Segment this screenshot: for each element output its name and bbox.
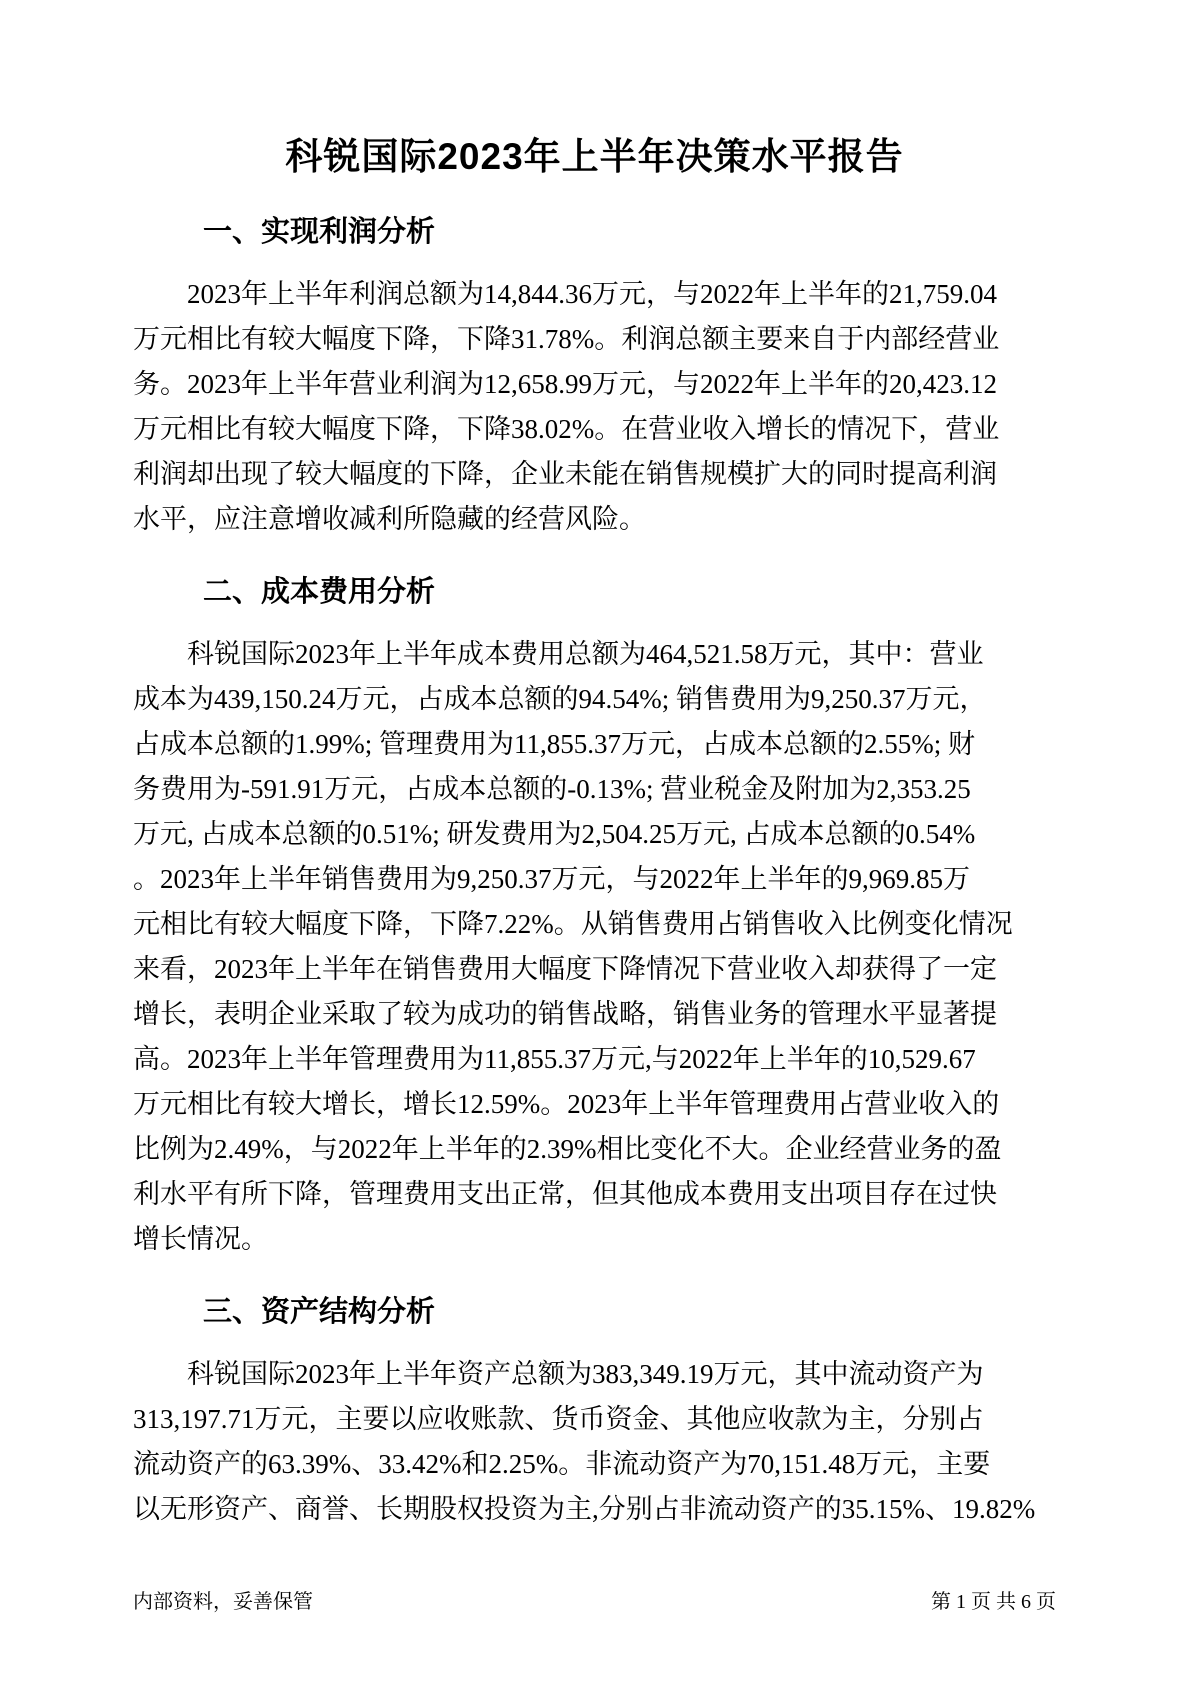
confidential-note: 内部资料，妥善保管 (133, 1591, 313, 1613)
section-profit-analysis (133, 212, 1056, 542)
section-cost-analysis (133, 572, 1056, 1262)
section-asset-structure-analysis (133, 1292, 1056, 1532)
section-1-paragraph: 2023年上半年利润总额为14,844.36万元，与2022年上半年的21,759.04 万元相比有较大幅度下降，下降31.78%。利润总额主要来自于内部经营业 务。2023年上半年营业利润为12,658.99万元，与2022年上半年的20,423.12 万元相比有较大幅度下降，下降38.02%。在营业收入增长的情况下，营业 利润却出现了较大幅度的下降，企业未能在销售规模扩大的同时提高利润 水平，应注意增收减利所隐藏的经营风险。 (133, 279, 1000, 534)
page-number: 第 1 页 共 6 页 (931, 1591, 1056, 1613)
section-1-heading: 一、实现利润分析 (203, 216, 436, 248)
page-title: 科锐国际2023年上半年决策水平报告 (285, 136, 904, 177)
page-footer (133, 1588, 1056, 1616)
section-2-paragraph: 科锐国际2023年上半年成本费用总额为464,521.58万元，其中：营业 成本为439,150.24万元，占成本总额的94.54%; 销售费用为9,250.37万元， 占成本总额的1.99%; 管理费用为11,855.37万元，占成本总额的2.55%; 财 务费用为-591.91万元，占成本总额的-0.13%; 营业税金及附加为2,353.25 万元, 占成本总额的0.51%; 研发费用为2,504.25万元, 占成本总额的0.54% 。2023年上半年销售费用为9,250.37万元，与2022年上半年的9,969.85万 元相比有较大幅度下降，下降7.22%。从销售费用占销售收入比例变化情况 来看，2023年上半年在销售费用大幅度下降情况下营业收入却获得了一定 增长，表明企业采取了较为成功的销售战略，销售业务的管理水平显著提 高。2023年上半年管理费用为11,855.37万元,与2022年上半年的10,529.67 万元相比有较大增长，增长12.59%。2023年上半年管理费用占营业收入的 比例为2.49%，与2022年上半年的2.39%相比变化不大。企业经营业务的盈 利水平有所下降，管理费用支出正常，但其他成本费用支出项目存在过快 增长情况。 (133, 639, 1013, 1254)
section-2-heading: 二、成本费用分析 (203, 576, 436, 608)
section-3-paragraph: 科锐国际2023年上半年资产总额为383,349.19万元，其中流动资产为 313,197.71万元，主要以应收账款、货币资金、其他应收款为主，分别占 流动资产的63.39%、33.42%和2.25%。非流动资产为70,151.48万元，主要 以无形资产、商誉、长期股权投资为主,分别占非流动资产的35.15%、19.82% (133, 1359, 1036, 1524)
section-3-heading: 三、资产结构分析 (203, 1296, 436, 1328)
